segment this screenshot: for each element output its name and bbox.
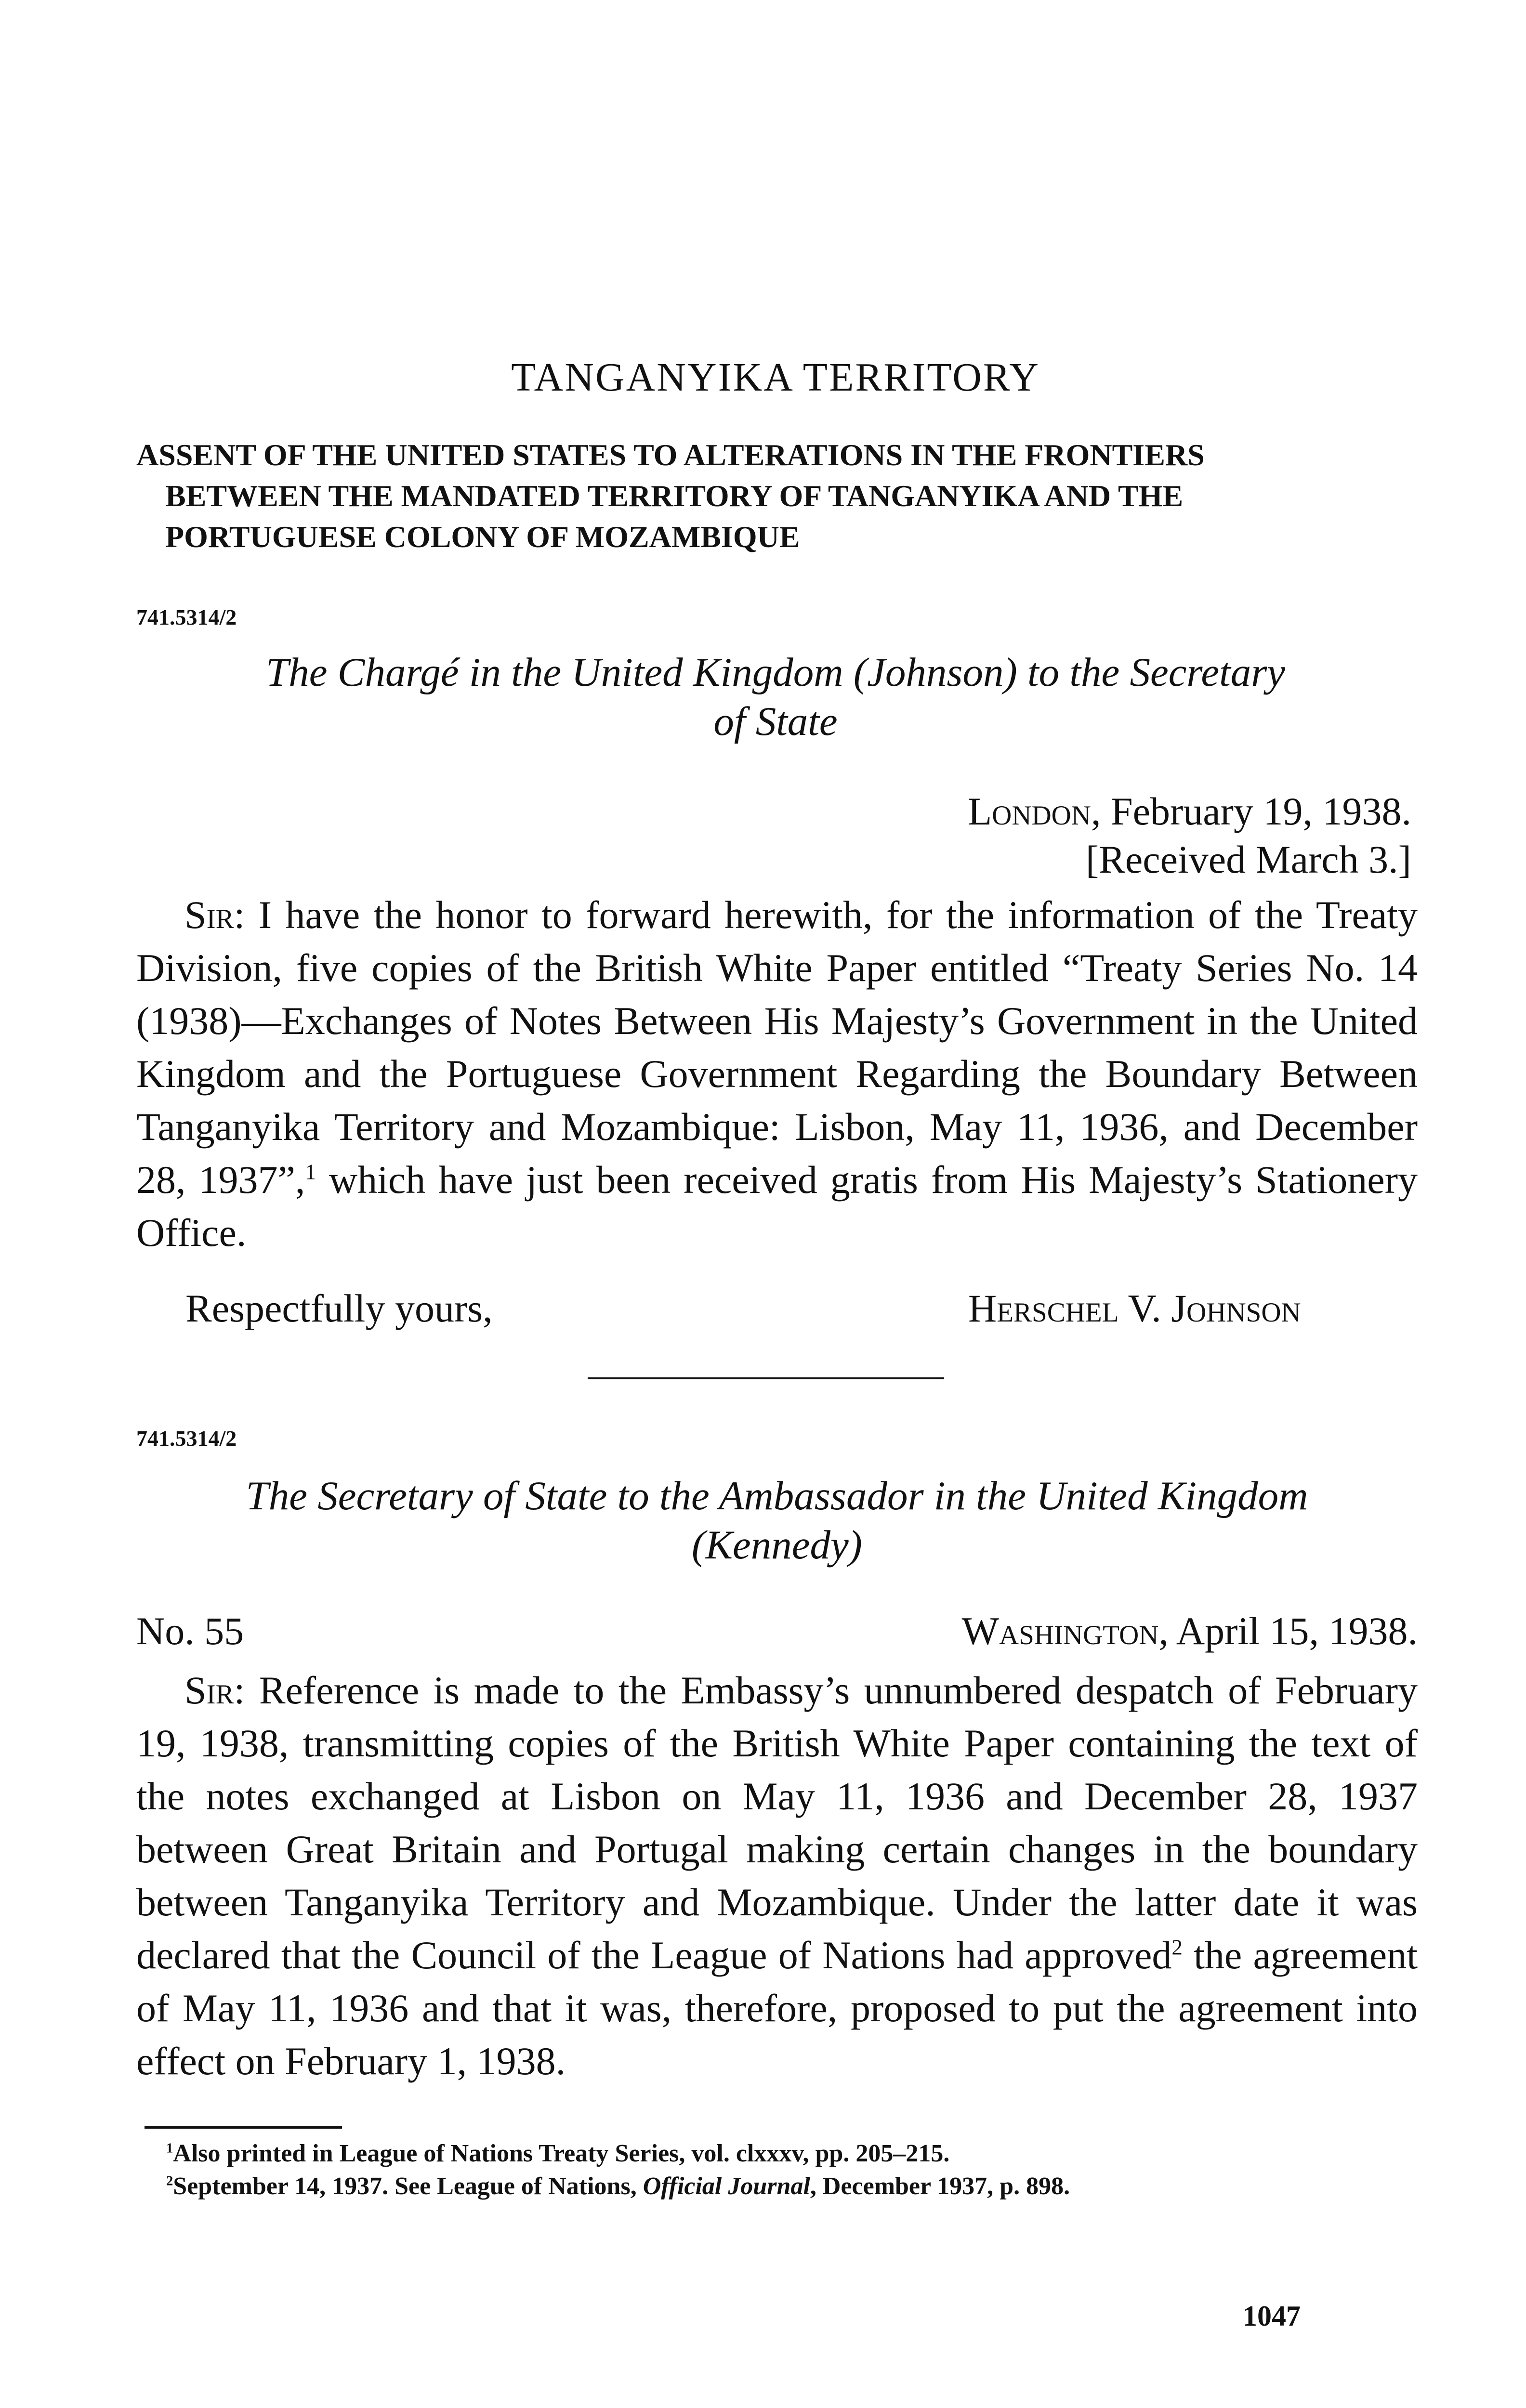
file-number-2: 741.5314/2 [136,1426,237,1451]
document-1-heading-line-1: The Chargé in the United Kingdom (Johnson) to the Secretary [266,650,1285,695]
body-text: : I have the honor to forward herewith, for the information of the Treaty Division, five copies of the British White Paper entitled “Treaty Series No. 14 (1938)—Exchanges of Notes Between His Majesty’s Government in the United Kingdom and the Portuguese Government Regarding the Boundary Between Tanganyika Territory and Mozambique: Lisbon, May 11, 1936, and December 28, 1937”, [136,893,1418,1202]
footnote-divider [145,2126,342,2129]
file-number-1: 741.5314/2 [136,605,237,629]
salutation: Sir [184,893,234,937]
dateline-date: , February 19, 1938. [1091,789,1411,833]
document-2-heading [136,1471,1418,1570]
received-date: [Received March 3.] [1085,838,1411,881]
footnote-ref-1: 1 [305,1160,316,1184]
footnote-1-mark: 1 [166,2141,173,2156]
document-2-heading-line-2: (Kennedy) [692,1522,862,1568]
footnote-2 [136,2172,1418,2201]
footnote-1-text: Also printed in League of Nations Treaty Series, vol. clxxxv, pp. 205–215. [173,2140,950,2167]
footnote-2-mark: 2 [166,2173,173,2189]
closing: Respectfully yours, [185,1286,493,1330]
footnote-2-text-end: , December 1937, p. 898. [810,2172,1070,2200]
subheading-line-3: PORTUGUESE COLONY OF MOZAMBIQUE [165,520,800,554]
footnote-1 [166,2139,1419,2168]
body-text-end: the agreement of May 11, 1936 and that it was, therefore, proposed to put the agreement into effect on February 1, 1938. [136,1933,1418,2083]
dateline-date: , April 15, 1938. [1158,1609,1418,1653]
signature: Herschel V. Johnson [968,1286,1301,1330]
body-text: : Reference is made to the Embassy’s unnumbered despatch of February 19, 1938, transmitting copies of the British White Paper containing the text of the notes exchanged at Lisbon on May 11, 1936 and December 28, 1937 between Great Britain and Portugal making certain changes in the boundary between Tanganyika Territory and Mozambique. Under the latter date it was declared that the Council of the League of Nations had approved [136,1668,1418,1977]
document-2-heading-line-1: The Secretary of State to the Ambassador in the United Kingdom [246,1473,1308,1518]
document-1-dateline [723,787,1411,884]
document-1-heading [183,648,1368,746]
document-2-number-line [136,1609,1418,1654]
body-text-end: which have just been received gratis from His Majesty’s Stationery Office. [136,1158,1418,1255]
section-subheading [136,434,1418,557]
subheading-line-2: BETWEEN THE MANDATED TERRITORY OF TANGANYIKA AND THE [165,479,1184,513]
dateline-city: London [968,789,1091,833]
document-1-body [136,889,1418,1259]
document-2-dateline [962,1609,1418,1654]
document-number: No. 55 [136,1609,244,1653]
dateline-city: Washington [961,1609,1159,1653]
salutation: Sir [184,1668,234,1712]
footnote-2-journal: Official Journal [643,2172,810,2200]
subheading-line-1: ASSENT OF THE UNITED STATES TO ALTERATIONS IN THE FRONTIERS [136,438,1205,472]
section-divider [588,1377,944,1379]
document-1-heading-line-2: of State [713,699,838,744]
page-number: 1047 [1243,2300,1301,2332]
footnote-ref-2: 2 [1171,1935,1183,1960]
footnote-2-text: September 14, 1937. See League of Nations, [173,2172,643,2200]
page-title: TANGANYIKA TERRITORY [511,355,1040,400]
document-2-body [136,1664,1418,2088]
